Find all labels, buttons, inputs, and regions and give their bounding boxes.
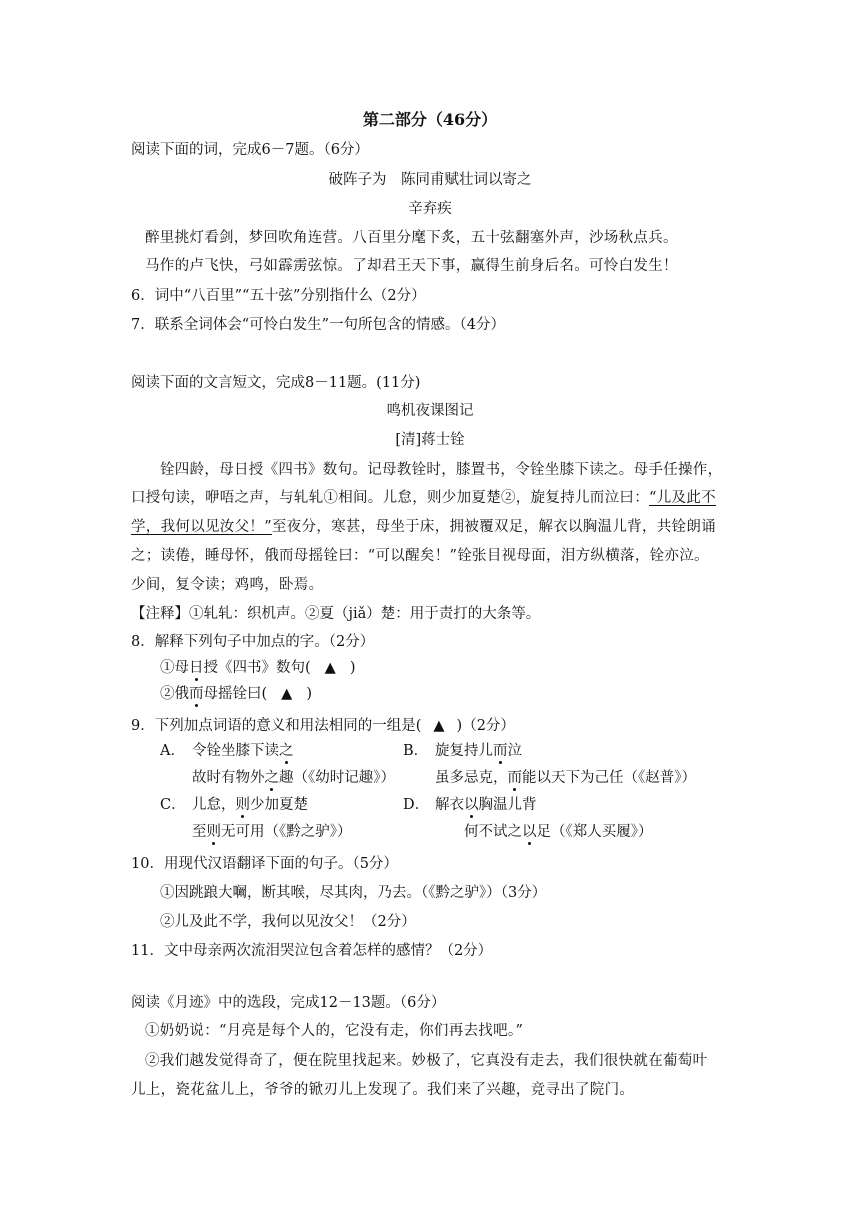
question-8: 8．解释下列句子中加点的字。（2分） [131, 634, 375, 650]
answer-blank-triangle: ▲ [433, 718, 445, 734]
poem-line-1: 醉里挑灯看剑，梦回吹角连营。八百里分麾下炙，五十弦翻塞外声，沙场秋点兵。 [145, 230, 678, 246]
dotted-char: 而 [189, 686, 204, 702]
dotted-char: 之 [264, 770, 279, 786]
text: 授《四书》数句( [203, 660, 311, 676]
dotted-char: 以 [522, 824, 537, 840]
text: 至 [192, 824, 207, 840]
text: 趣（《幼时记趣》） [279, 770, 395, 786]
dotted-char: 则 [235, 797, 250, 813]
text: 泣 [507, 743, 522, 759]
text: 儿怠， [192, 797, 236, 813]
question-8-item-1 [160, 658, 356, 678]
poem-author: 辛弃疾 [408, 201, 452, 217]
option-c-line-1 [192, 795, 308, 815]
question-7: 7．联系全词体会“可怜白发生”一句所包含的情感。（4分） [131, 317, 506, 333]
text: ) [306, 686, 312, 702]
moon-paragraph-1: ①奶奶说：“月亮是每个人的，它没有走，你们再去找吧。” [145, 1023, 524, 1039]
poem-title: 破阵子为 陈同甫赋壮词以寄之 [328, 172, 532, 188]
option-d-label: D． [403, 797, 430, 813]
text: 母摇铨曰( [203, 686, 268, 702]
text: ②俄 [160, 686, 189, 702]
question-9 [131, 716, 515, 736]
question-6: 6．词中“八百里”“五十弦”分别指什么（2分） [131, 288, 426, 304]
wenyan-intro: 阅读下面的文言短文，完成8－11题。(11分) [131, 375, 421, 391]
dotted-char: 而 [493, 743, 508, 759]
wenyan-text-line: 铨四龄，母日授《四书》数句。记母教铨时，膝置书，令铨坐膝下读之。母手任操作， [160, 462, 723, 478]
moon-paragraph-2: ②我们越发觉得奇了，便在院里找起来。妙极了，它真没有走去，我们很快就在葡萄叶 [145, 1053, 708, 1069]
wenyan-title: 鸣机夜课图记 [386, 403, 474, 419]
wenyan-text-line [131, 488, 716, 508]
question-10: 10．用现代汉语翻译下面的句子。（5分） [131, 856, 398, 872]
text: 旋复持儿 [435, 743, 493, 759]
question-10-sentence-1: ①因跳踉大㘎，断其喉，尽其肉，乃去。（《黔之驴》）（3分） [160, 885, 547, 901]
option-d-line-2 [464, 822, 653, 842]
option-d-line-1 [435, 795, 537, 815]
text: 足（《郑人买履》） [536, 824, 653, 840]
question-11: 11．文中母亲两次流泪哭泣包含着怎样的感情？（2分） [131, 943, 493, 959]
text: 少加夏楚 [250, 797, 308, 813]
text: 能以天下为己任（《赵普》） [522, 770, 696, 786]
option-c-label: C． [160, 797, 186, 813]
dotted-char: 而 [507, 770, 522, 786]
wenyan-text-line [131, 517, 716, 537]
text: 解衣 [435, 797, 464, 813]
option-b-line-2 [435, 768, 696, 788]
dotted-char: 之 [279, 743, 294, 759]
wenyan-author: [清]蒋士铨 [395, 432, 465, 448]
wenyan-text-span: 至夜分，寒甚，母坐于床，拥被覆双足，解衣以胸温儿背，共铨朗诵 [271, 519, 716, 535]
wenyan-text-span: 口授句读，咿唔之声，与轧轧①相间。儿怠，则少加夏楚②，旋复持儿而泣曰： [131, 490, 649, 506]
text: 胸温儿背 [478, 797, 537, 813]
text: 无可用（《黔之驴》） [221, 824, 352, 840]
dotted-char: 则 [206, 824, 221, 840]
answer-blank-triangle: ▲ [281, 686, 293, 702]
text: 令铨坐膝下读 [192, 743, 279, 759]
wenyan-text-line: 少间，复令读；鸡鸣，卧焉。 [131, 577, 324, 593]
option-b-label: B． [403, 743, 429, 759]
text: 虽多忌克， [435, 770, 508, 786]
option-a-line-2 [192, 768, 395, 788]
option-b-line-1 [435, 741, 522, 761]
wenyan-text-line: 之；读倦，睡母怀，俄而母摇铨曰：“可以醒矣！”铨张目视母面，泪方纵横落，铨亦泣。 [131, 548, 709, 564]
annotation-note: 【注释】①轧轧：织机声。②夏（jiǎ）楚：用于责打的大条等。 [131, 606, 541, 622]
underlined-sentence: 学，我何以见汝父！” [131, 519, 272, 535]
poem-line-2: 马作的卢飞快，弓如霹雳弦惊。了却君王天下事，赢得生前身后名。可怜白发生！ [145, 258, 678, 274]
option-c-line-2 [192, 822, 352, 842]
answer-blank-triangle: ▲ [324, 660, 336, 676]
option-a-line-1 [192, 741, 294, 761]
moon-intro: 阅读《月迹》中的选段，完成12－13题。（6分） [131, 995, 446, 1011]
dotted-char: 日 [189, 660, 204, 676]
text: ①母 [160, 660, 189, 676]
moon-paragraph-2-cont: 儿上，瓷花盆儿上，爷爷的锨刃儿上发现了。我们来了兴趣，竞寻出了院门。 [131, 1082, 635, 1098]
text: ) [349, 660, 356, 676]
poem-intro: 阅读下面的词，完成6－7题。（6分） [131, 142, 369, 158]
question-8-item-2 [160, 684, 312, 704]
text: )（2分） [456, 718, 515, 734]
text: 故时有物外 [192, 770, 265, 786]
section-title: 第二部分（46分） [362, 110, 498, 129]
option-a-label: A． [160, 743, 185, 759]
dotted-char: 以 [464, 797, 479, 813]
underlined-sentence: “儿及此不 [649, 490, 716, 506]
text: 9．下列加点词语的意义和用法相同的一组是( [131, 718, 422, 734]
text: 何不试之 [464, 824, 522, 840]
question-10-sentence-2: ②儿及此不学，我何以见汝父！（2分） [160, 914, 416, 930]
